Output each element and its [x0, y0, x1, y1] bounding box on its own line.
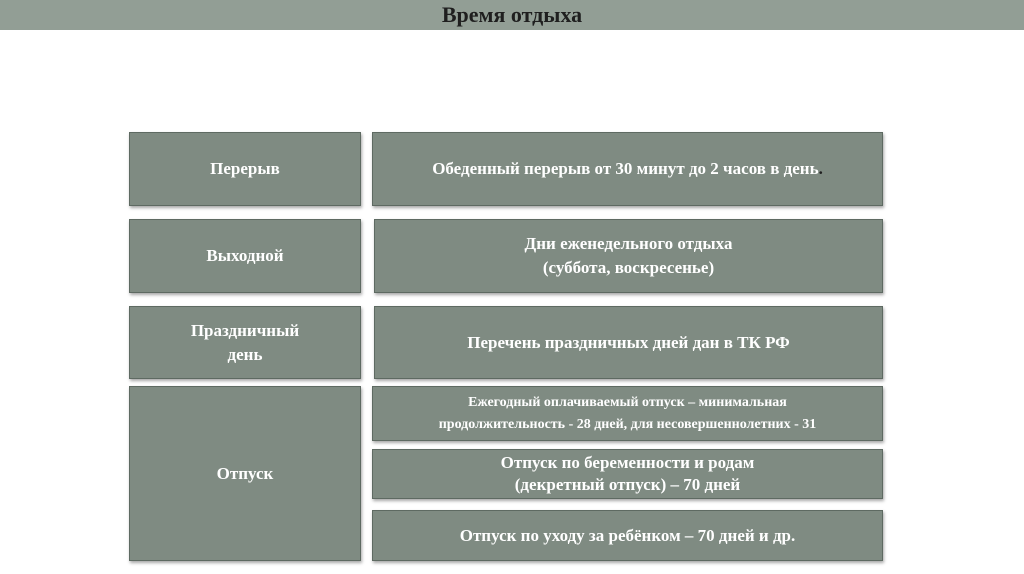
value-box-maternity-leave	[372, 449, 883, 499]
value-break-text	[432, 157, 823, 181]
label-vacation: Отпуск	[216, 463, 274, 483]
label-break: Перерыв	[210, 159, 280, 179]
value-break-period: .	[818, 159, 823, 179]
value-day-off: Дни еженедельного отдыха (суббота, воскресенье)	[524, 234, 733, 277]
value-holiday: Перечень праздничных дней дан в ТК РФ	[467, 332, 790, 352]
label-holiday: Праздничный день	[190, 320, 300, 364]
label-box-day-off	[129, 219, 361, 293]
value-box-day-off	[374, 219, 883, 293]
value-break: Обеденный перерыв от 30 минут до 2 часов в день	[432, 159, 819, 179]
title-bar	[0, 0, 1024, 30]
value-box-break	[372, 132, 883, 206]
label-box-vacation	[129, 386, 361, 561]
value-maternity-leave: Отпуск по беременности и родам (декретный отпуск) – 70 дней	[500, 452, 755, 494]
value-box-childcare-leave	[372, 510, 883, 561]
slide-title: Время отдыха	[441, 2, 583, 27]
label-box-break	[129, 132, 361, 206]
label-box-holiday	[129, 306, 361, 379]
label-day-off: Выходной	[206, 246, 284, 266]
value-box-holiday	[374, 306, 883, 379]
value-annual-leave: Ежегодный оплачиваемый отпуск – минимальная продолжительность - 28 дней, для несовершеннолетних - 31	[438, 394, 817, 432]
value-childcare-leave: Отпуск по уходу за ребёнком – 70 дней и др.	[459, 525, 796, 545]
value-box-annual-leave	[372, 386, 883, 441]
